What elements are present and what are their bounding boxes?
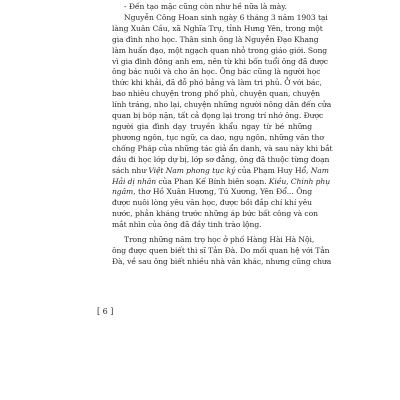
- text-line: phương ngôn, tục ngữ, ca dao, ngụ ngôn, những văn thơ: [112, 132, 324, 142]
- page-number: [ 6 ]: [97, 307, 114, 316]
- text-line: thức khi khải, đã đỗ phó bảng và làm tri phủ. Ở với bác,: [112, 78, 322, 88]
- text-line: mắt nhìn của ông đã đầy tinh trào lộng.: [112, 220, 262, 230]
- text-line: làm huấn đạo, một ngạch quan nhỏ trong giáo giới. Song: [112, 45, 328, 55]
- text-line: ông được quen biết thi sĩ Tản Đà. Do mối quan hệ với Tản: [112, 245, 330, 255]
- text-line: được nuôi lòng yêu văn học, được bồi đắp chí khí yêu: [112, 198, 312, 208]
- text-line: nước, phản kháng trước những áp bức bất công và con: [112, 209, 318, 219]
- text-line-with-title: ngâm, thơ Hồ Xuân Hương, Tú Xương, Yên Đổ... Ông: [112, 187, 312, 197]
- body-text: [112, 2, 333, 268]
- text-line: vì gia đình đông anh em, nên từ khi bốn tuổi ông đã được: [112, 56, 328, 66]
- text-line: người gia đình dạy truyền khẩu ngay từ bé những: [112, 121, 312, 131]
- text-line: ông bác nuôi và cho ăn học. Ông bác cũng là người học: [112, 67, 321, 77]
- schooling-paragraph: [112, 235, 332, 268]
- text-line: lính tráng, nho lại, chuyện những người nông dân đến cửa: [112, 100, 332, 110]
- text-line-with-title: sách như Việt Nam phong tục ký của Phạm Huy Hổ, Nam: [112, 165, 329, 175]
- text-line: chống Pháp của những tác giả ẩn danh, và sau này khi bắt: [112, 143, 333, 153]
- text-line: đầu đi học lớp dự bị, lớp sơ đẳng, ông đã thuộc từng đoạn: [112, 154, 330, 164]
- biography-paragraph: [112, 12, 333, 231]
- text-line: gia đình nho học. Thân sinh ông là Nguyễn Đạo Khang: [112, 34, 319, 44]
- text-line-with-title: Hải dị nhân của Phan Kế Bính biên soạn. Kiều, Chinh phụ: [112, 176, 331, 186]
- text-line: bao nhiêu chuyện trong phố phủ, chuyện quan, chuyện: [112, 89, 320, 99]
- text-line: - Đến tạo mặc cũng còn như hề nữa là mày.: [124, 2, 287, 11]
- text-line: Nguyễn Công Hoan sinh ngày 6 tháng 3 năm 1903 tại: [124, 12, 328, 22]
- text-line: Đà, về sau ông biết nhiều nhà văn khác, nhưng cũng chưa: [112, 256, 332, 266]
- dialogue-line: [112, 2, 312, 13]
- text-line: quan bị bóp nặn, tất cả đọng lại trong trí nhớ ông. Được: [112, 111, 324, 121]
- text-line: Trong những năm trọ học ở phố Hàng Hài Hà Nội,: [124, 235, 315, 245]
- text-line: làng Xuân Cầu, xã Nghĩa Trụ, tỉnh Hưng Yên, trong một: [112, 23, 323, 33]
